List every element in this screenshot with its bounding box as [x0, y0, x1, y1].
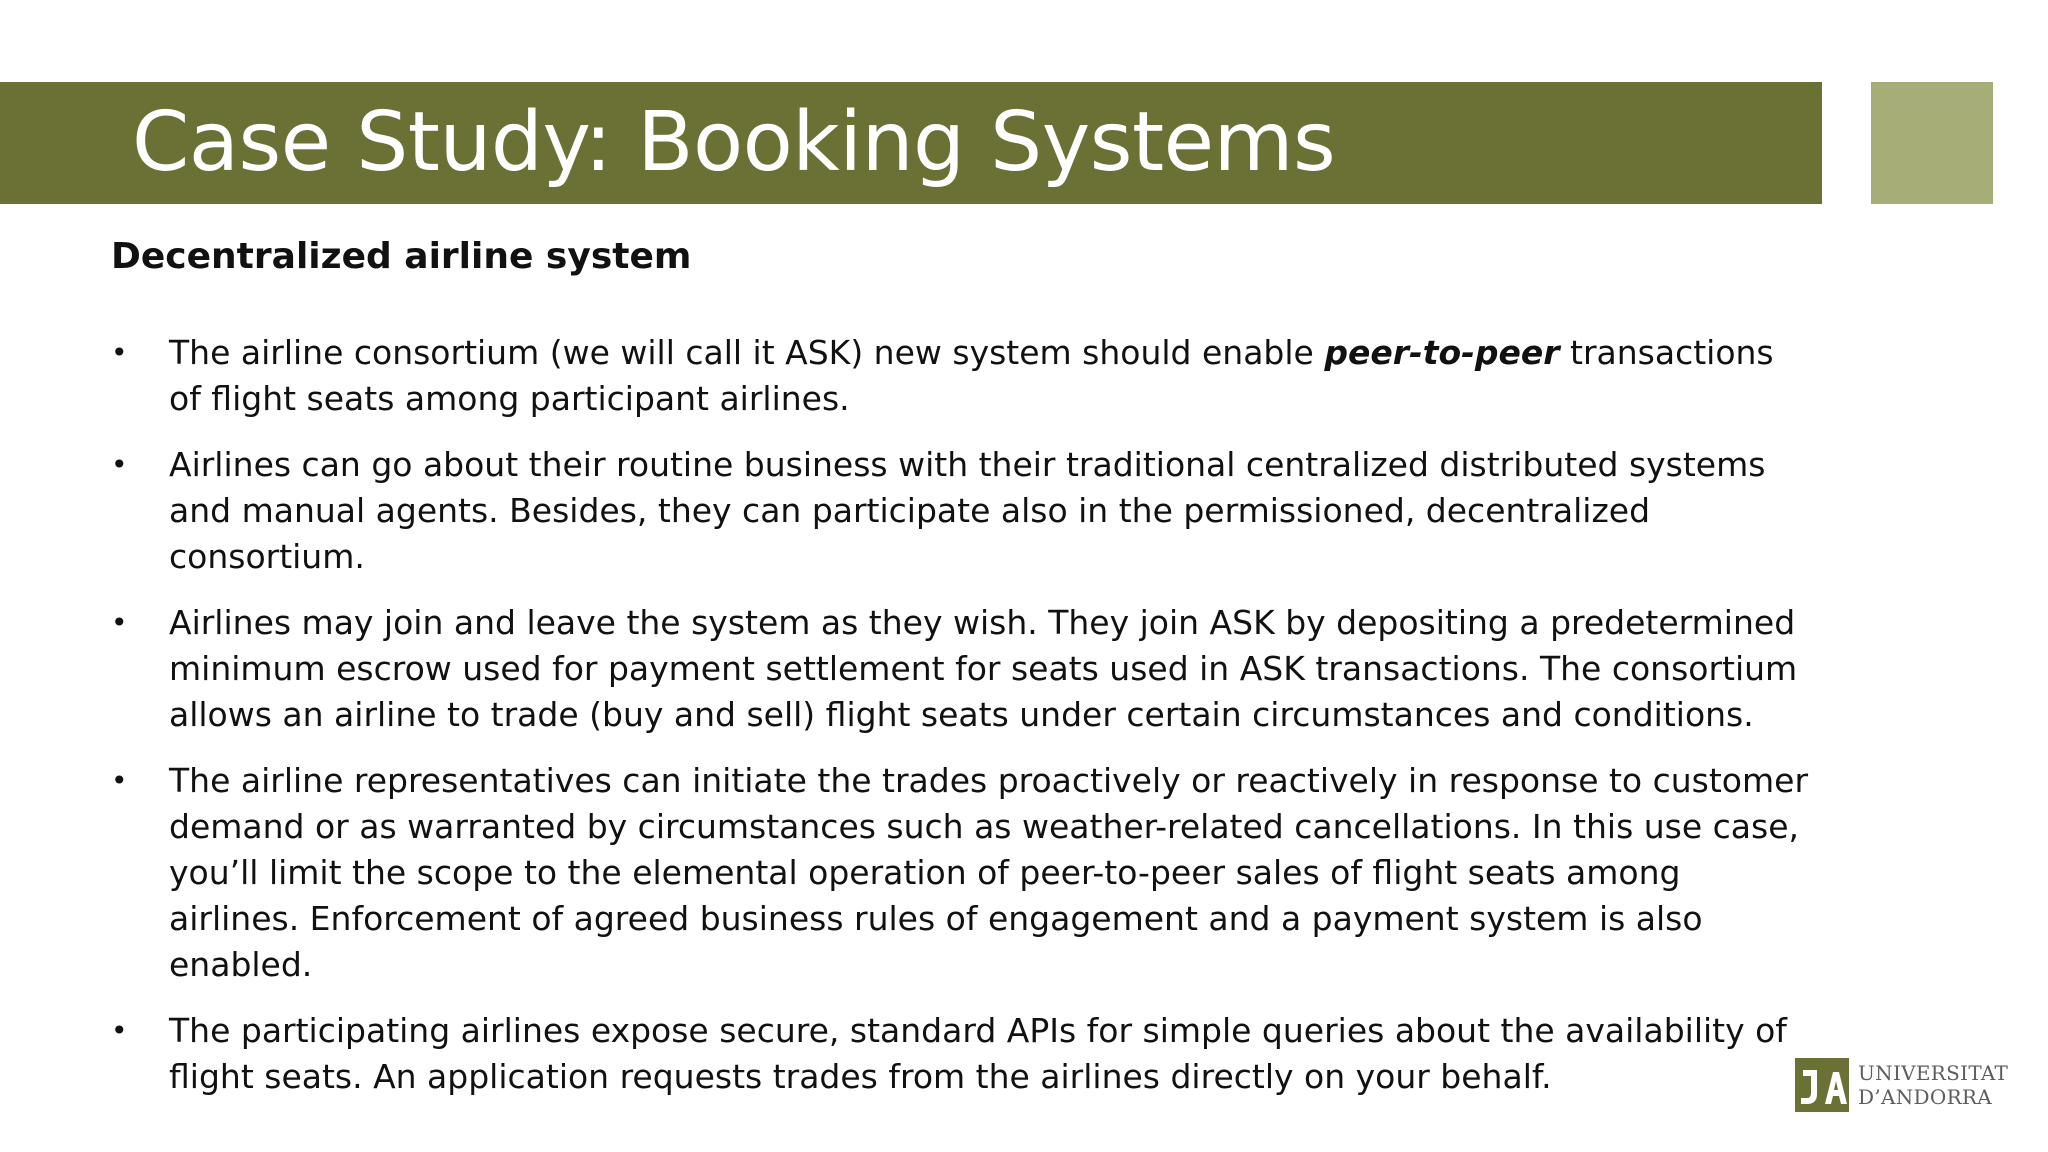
accent-square	[1871, 82, 1993, 204]
bullet-item-3	[111, 600, 1811, 738]
slide-subtitle: Decentralized airline system	[111, 236, 692, 277]
bullet-dot: •	[111, 764, 128, 797]
bullet-dot: •	[111, 448, 128, 481]
bullet-text-1-after: transactions of flight seats among participant airlines.	[169, 333, 1774, 418]
bullet-text-5: The participating airlines expose secure, standard APIs for simple queries about the availability of flight seats. An application requests trades from the airlines directly on your behalf.	[169, 1011, 1787, 1096]
bullet-text-4: The airline representatives can initiate the trades proactively or reactively in response to customer demand or as warranted by circumstances such as weather-related cancellations. In this use case, you’ll limit the scope to the elemental operation of peer-to-peer sales of flight seats among airlines. Enforcement of agreed business rules of engagement and a payment system is also enabled.	[169, 761, 1809, 984]
bullet-text-1-emphasis: peer-to-peer	[1324, 333, 1560, 372]
logo-text	[1858, 1061, 2008, 1109]
bullet-text-3: Airlines may join and leave the system as they wish. They join ASK by depositing a predetermined minimum escrow used for payment settlement for seats used in ASK transactions. The consortium allows an airline to trade (buy and sell) flight seats under certain circumstances and conditions.	[169, 603, 1798, 734]
bullet-item-2	[111, 442, 1811, 580]
bullet-list	[111, 330, 1811, 1120]
logo-line-1: UNIVERSITAT	[1858, 1061, 2009, 1085]
bullet-item-5	[111, 1008, 1811, 1100]
logo-line-2: D’ANDORRA	[1858, 1085, 1993, 1109]
bullet-dot: •	[111, 336, 128, 369]
title-bar	[0, 82, 1822, 204]
bullet-item-1	[111, 330, 1811, 422]
bullet-dot: •	[111, 1014, 128, 1047]
universitat-andorra-logo-mark-icon	[1795, 1058, 1849, 1112]
slide-title: Case Study: Booking Systems	[132, 95, 1336, 190]
bullet-text-2: Airlines can go about their routine business with their traditional centralized distributed systems and manual agents. Besides, they can participate also in the permissioned, decentralized consortium.	[169, 445, 1766, 576]
university-logo	[1795, 1058, 2009, 1114]
bullet-text-1-before: The airline consortium (we will call it ASK) new system should enable	[169, 333, 1325, 372]
bullet-item-4	[111, 758, 1811, 988]
bullet-text-1	[169, 330, 1811, 422]
bullet-dot: •	[111, 606, 128, 639]
